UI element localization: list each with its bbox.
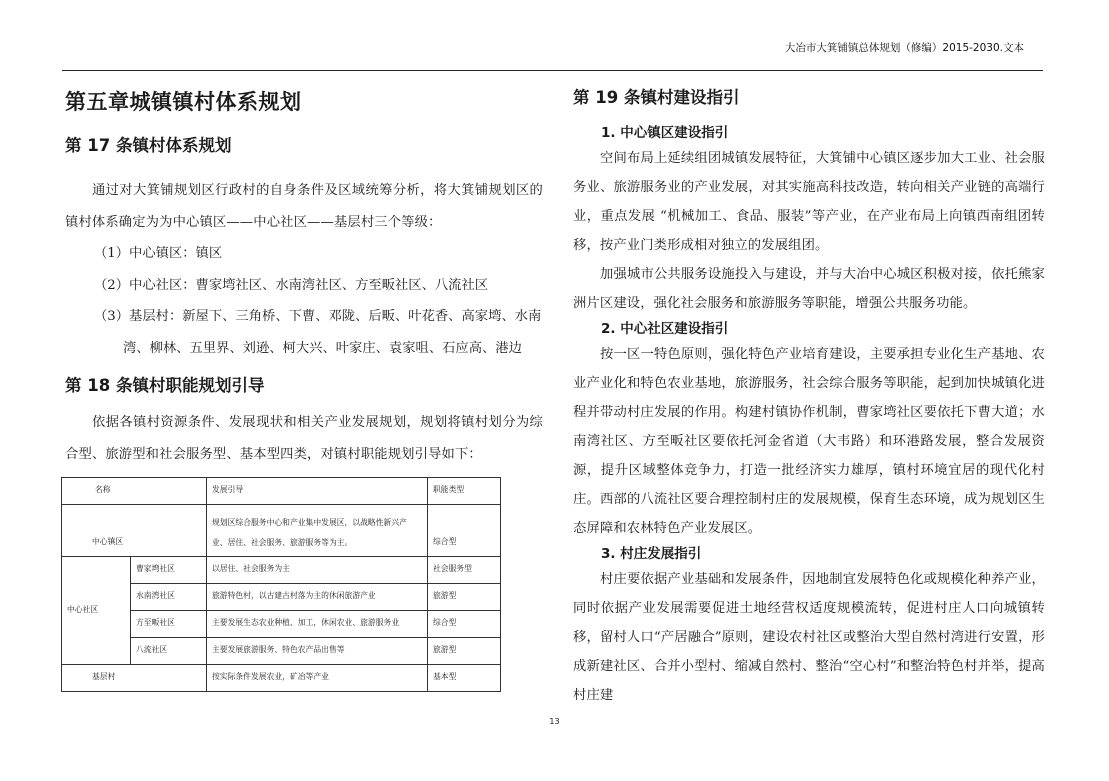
list-item: （2）中心社区：曹家塆社区、水南湾社区、方至畈社区、八流社区 xyxy=(94,277,489,293)
community-type: 社会服务型 xyxy=(428,557,501,584)
village-function-table xyxy=(61,477,501,692)
table-row xyxy=(62,505,501,557)
article-19-heading: 第 19 条镇村建设指引 xyxy=(573,88,740,107)
article-18-intro: 依据各镇村资源条件、发展现状和相关产业发展规划，规划将镇村划分为综合型、旅游型和社会服务型、基本型四类，对镇村职能规划引导如下： xyxy=(65,415,543,462)
base-village-name: 基层村 xyxy=(62,665,207,692)
community-guide: 主要发展生态农业种植、加工，休闲农业、旅游服务业 xyxy=(207,611,428,638)
right-column xyxy=(573,82,1045,710)
center-town-guide: 规划区综合服务中心和产业集中发展区，以战略性新兴产业、居住、社会服务、旅游服务等为主。 xyxy=(207,505,428,557)
community-guide: 旅游特色村，以古建古村落为主的休闲旅游产业 xyxy=(207,584,428,611)
list-item: （3）基层村：新屋下、三角桥、下曹、邓陇、后畈、叶花香、高家塆、水南湾、柳林、五里界、刘逊、柯大兴、叶家庄、袁家咀、石应高、港边 xyxy=(94,309,542,356)
center-town-name: 中心镇区 xyxy=(62,505,207,557)
header-guide: 发展引导 xyxy=(207,478,428,505)
table-header-row xyxy=(62,478,501,505)
section-3-heading: 3. 村庄发展指引 xyxy=(601,546,702,562)
section-2-paragraph: 按一区一特色原则，强化特色产业培育建设，主要承担专业化生产基地、农业产业化和特色农业基地，旅游服务，社会综合服务等职能，起到加快城镇化进程并带动村庄发展的作用。构建村镇协作机制，曹家塆社区要依托下曹大道；水南湾社区、方至畈社区要依托河金省道（大韦路）和环港路发展，整合发展资源，提升区域整体竞争力，打造一批经济实力雄厚，镇村环境宜居的现代化村庄。西部的八流社区要合理控制村庄的发展规模，保育生态环境，成为规划区生态屏障和农林特色产业发展区。 xyxy=(573,347,1045,536)
community-group-name: 中心社区 xyxy=(62,557,131,665)
running-header: 大冶市大箕铺镇总体规划（修编）2015-2030.文本 xyxy=(784,42,1024,54)
base-village-type: 基本型 xyxy=(428,665,501,692)
community-type: 旅游型 xyxy=(428,638,501,665)
chapter-title: 第五章城镇镇村体系规划 xyxy=(65,90,302,114)
community-name: 方至畈社区 xyxy=(131,611,207,638)
article-17-heading: 第 17 条镇村体系规划 xyxy=(65,136,232,155)
section-1-paragraph: 加强城市公共服务设施投入与建设，并与大冶中心城区积极对接，依托熊家洲片区建设，强化社会服务和旅游服务等职能，增强公共服务功能。 xyxy=(573,267,1045,311)
community-type: 综合型 xyxy=(428,611,501,638)
base-village-guide: 按实际条件发展农业，矿冶等产业 xyxy=(207,665,428,692)
section-1-paragraph: 空间布局上延续组团城镇发展特征，大箕铺中心镇区逐步加大工业、社会服务业、旅游服务业的产业发展，对其实施高科技改造，转向相关产业链的高端行业，重点发展 “机械加工、食品、服装”等产业，在产业布局上向镇西南组团转移，按产业门类形成相对独立的发展组团。 xyxy=(573,151,1045,253)
section-2-heading: 2. 中心社区建设指引 xyxy=(601,321,729,337)
list-item: （1）中心镇区：镇区 xyxy=(94,246,223,261)
article-17-intro: 通过对大箕铺规划区行政村的自身条件及区域统筹分析，将大箕铺规划区的镇村体系确定为为中心镇区——中心社区——基层村三个等级： xyxy=(65,183,543,230)
community-name: 曹家塆社区 xyxy=(131,557,207,584)
community-name: 八流社区 xyxy=(131,638,207,665)
header-type: 职能类型 xyxy=(428,478,501,505)
center-town-type: 综合型 xyxy=(428,505,501,557)
community-guide: 以居住、社会服务为主 xyxy=(207,557,428,584)
table-row xyxy=(62,665,501,692)
section-1-heading: 1. 中心镇区建设指引 xyxy=(601,125,729,141)
left-column xyxy=(65,82,543,692)
page-number: 13 xyxy=(549,717,560,726)
table-row xyxy=(62,557,501,584)
community-name: 水南湾社区 xyxy=(131,584,207,611)
header-name: 名称 xyxy=(62,478,207,505)
section-3-paragraph: 村庄要依据产业基础和发展条件，因地制宜发展特色化或规模化种养产业，同时依据产业发展需要促进土地经营权适度规模流转，促进村庄人口向城镇转移，留村人口“产居融合”原则，建设农村社区或整治大型自然村湾进行安置，形成新建社区、合并小型村、缩减自然村、整治“空心村”和整治特色村并举，提高村庄建 xyxy=(573,572,1045,703)
header-rule xyxy=(62,70,1043,71)
community-type: 旅游型 xyxy=(428,584,501,611)
article-18-heading: 第 18 条镇村职能规划引导 xyxy=(65,376,265,395)
community-guide: 主要发展旅游服务、特色农产品出售等 xyxy=(207,638,428,665)
